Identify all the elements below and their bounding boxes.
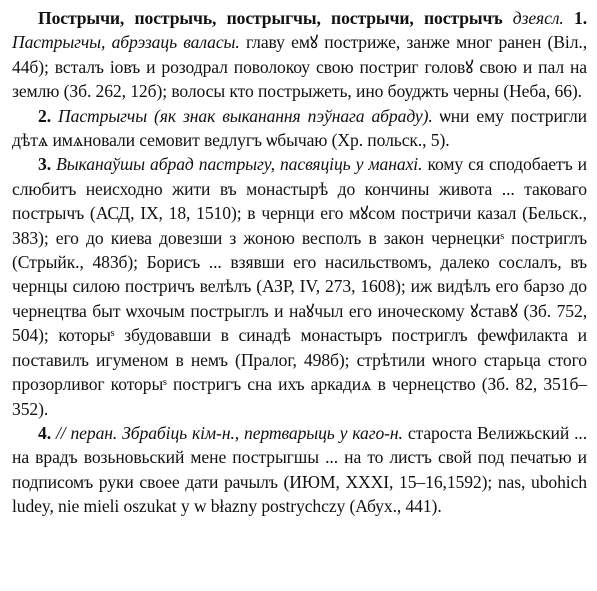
sense-gloss: Выканаўшы абрад пастрыгу, пасвяціць у манахі. xyxy=(56,154,423,175)
sense-paragraph-3 xyxy=(12,152,587,420)
sense-paragraph-4 xyxy=(12,421,587,519)
sense-gloss: // перан. Збрабіць кім-н., пертварыць у каго-н. xyxy=(55,422,403,443)
sense-citations: главу емꙋ постриже, занже мног ранен (Віл., 44б); всталъ іовъ и розодрал поволокоу свою постриг головꙋ свою и пал на землю (Зб. 262, 12б); волосы кто пострыжеть, ино боуджть черны (Неба, 66). xyxy=(12,32,587,102)
sense-citations: кому ся сподобаетъ и слюбитъ неисходно жити въ монастырѣ до кончины живота ... таковаго пострычъ (АСД, IX, 18, 1510); в чернци его мꙋсом постричи казал (Бельск., 383); его до киева довезши з жоною весполъ в закон чернецкиˢ постриглъ (Стрыйк., 483б); Борисъ ... взявши его насильствомъ, далеко сослалъ, въ чернцы силою постричъ велѣлъ (АЗР, IV, 273, 1608); иж видѣлъ его барзо до чернецтва быт ѡхочым пострыглъ и наꙋчыл его иноческому ꙋставꙋ (Зб. 752, 504); которыˢ збудовавши в синадѣ монастыръ постриглъ феѡфилакта и поставилъ игуменом в немъ (Пралог, 498б); стрѣтили ѡного старьца стого прозорливог которыˢ постригъ сна ихъ аркадиѧ в чернецство (Зб. 82, 351б–352). xyxy=(12,154,587,419)
sense-number: 3. xyxy=(38,154,51,175)
sense-citations: староста Велижьский ... на врадъ возьновьский мене пострыгшы ... на то листъ свой под печатью и подписомъ руки своее дати рачылъ (ИЮМ, XXXI, 15–16,1592); nas, ubohich ludey, nie mieli oszukat y w błazny postrychczy (Абух., 441). xyxy=(12,422,587,517)
sense-number: 4. xyxy=(38,422,51,443)
sense-citations: ѡни ему постригли дѣтѧ имѧновали семовит ведлугъ ѡбычаю (Хр. польск., 5). xyxy=(12,105,587,151)
part-of-speech-label: дзеясл. xyxy=(512,8,564,28)
sense-gloss: Пастрыгчы (як знак выканання пэўнага абраду). xyxy=(58,105,433,126)
sense-number: 2. xyxy=(38,105,51,126)
sense-number: 1. xyxy=(574,8,587,28)
sense-paragraph-2 xyxy=(12,104,587,153)
headword: Пострычи, пострычь, пострыгчы, пострычи, пострычъ xyxy=(38,8,503,28)
entry-first-paragraph xyxy=(12,6,587,104)
sense-gloss: Пастрыгчы, абрэзаць валасы. xyxy=(12,32,240,53)
